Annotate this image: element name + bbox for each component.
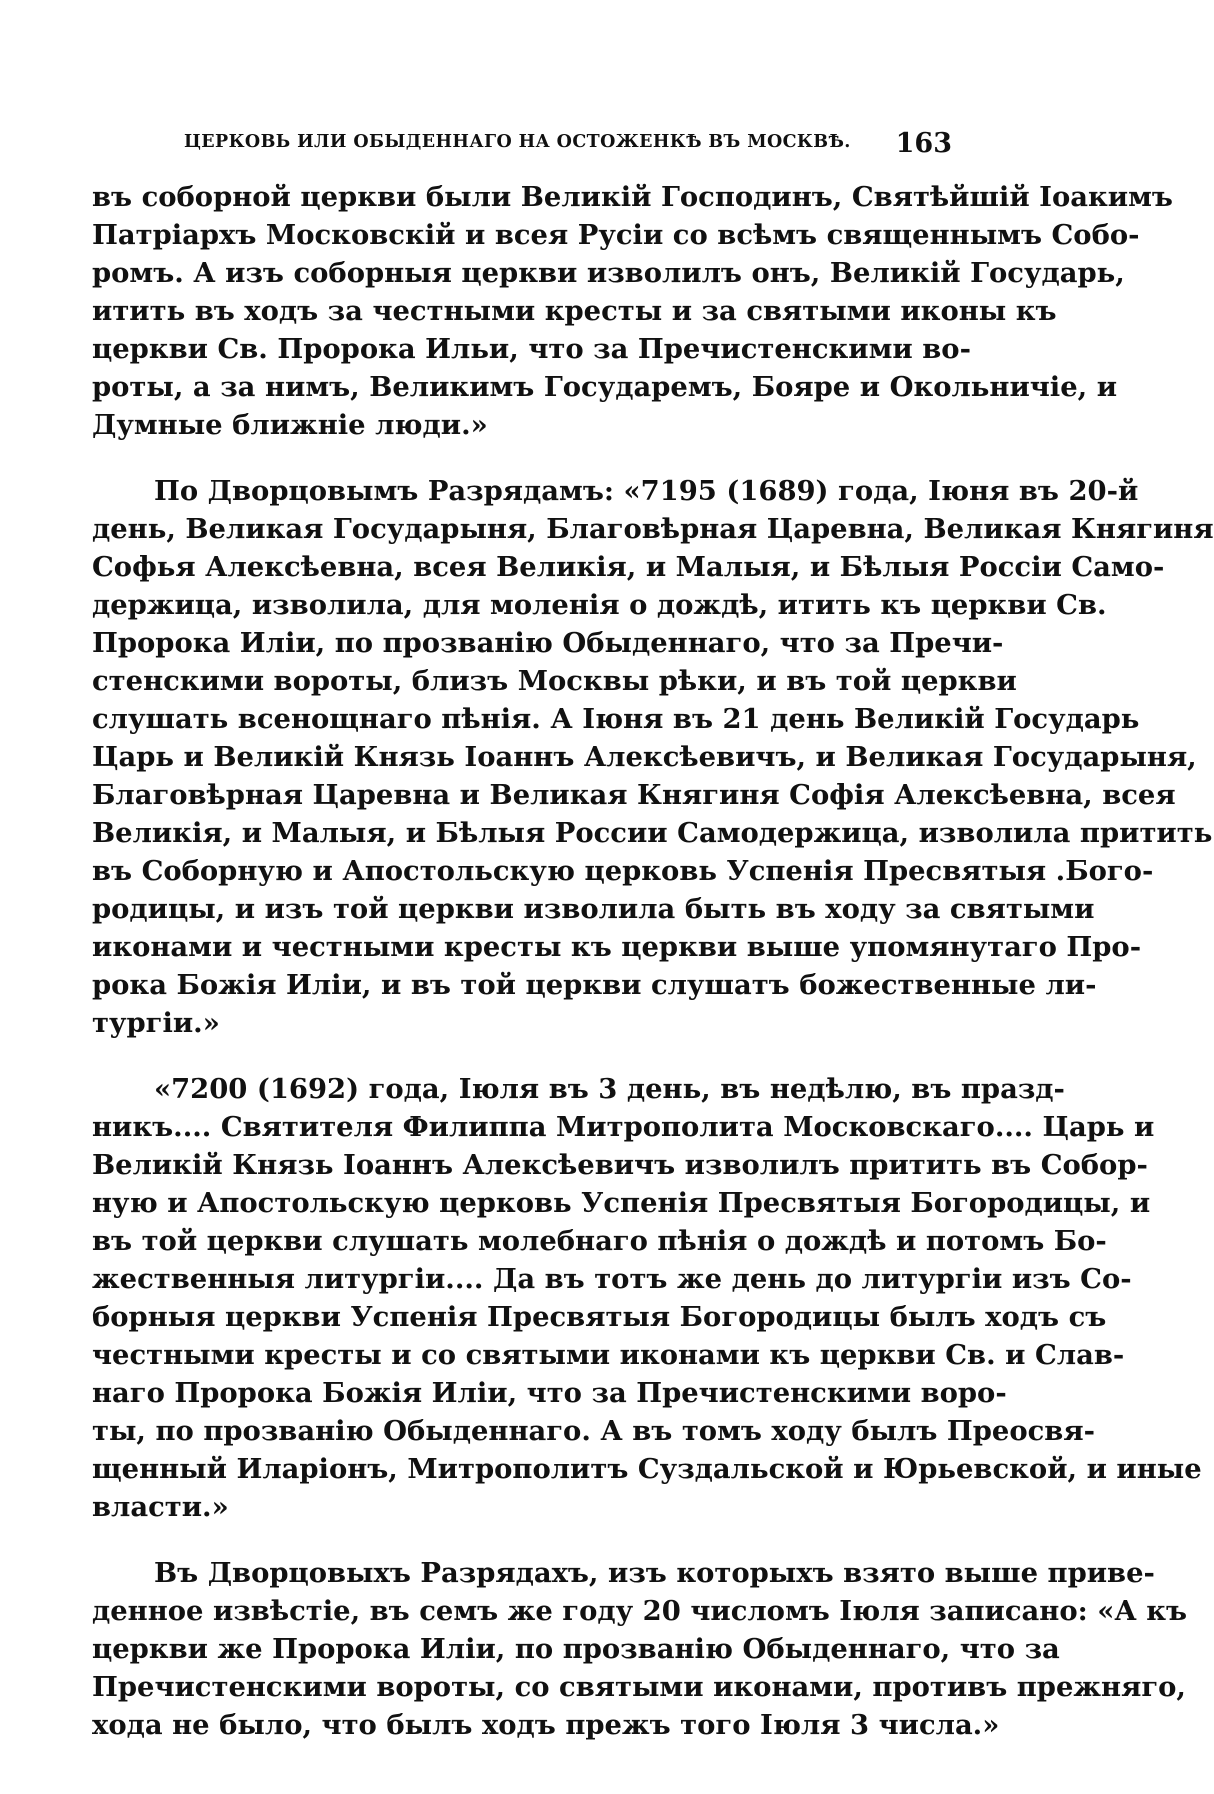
text-line: Благовѣрная Царевна и Великая Княгиня Софія Алексѣевна, всея xyxy=(92,779,1176,811)
text-line: щенный Иларіонъ, Митрополитъ Суздальской и Юрьевской, и иные xyxy=(92,1453,1202,1485)
text-line: Думные ближніе люди.» xyxy=(92,409,488,441)
text-line: денное извѣстіе, въ семъ же году 20 числомъ Іюля записано: «А къ xyxy=(92,1595,1188,1627)
text-line: Въ Дворцовыхъ Разрядахъ, изъ которыхъ взято выше приве- xyxy=(154,1557,1155,1589)
text-line: слушать всенощнаго пѣнія. А Іюня въ 21 день Великій Государь xyxy=(92,703,1140,735)
text-line: Софья Алексѣевна, всея Великія, и Малыя, и Бѣлыя Россіи Само- xyxy=(92,551,1165,583)
text-line: стенскими вороты, близъ Москвы рѣки, и въ той церкви xyxy=(92,665,1017,697)
text-line: Великія, и Малыя, и Бѣлыя России Самодержица, изволила притить xyxy=(92,817,1213,849)
body-text xyxy=(92,178,1214,1744)
text-line: власти.» xyxy=(92,1491,229,1523)
text-line: день, Великая Государыня, Благовѣрная Царевна, Великая Княгиня xyxy=(92,513,1214,545)
text-line: Патріархъ Московскій и всея Русіи со всѣмъ священнымъ Собо- xyxy=(92,219,1140,251)
paragraph-palace-records-note xyxy=(92,1554,1188,1744)
paragraph-gap xyxy=(92,1042,952,1070)
text-line: жественныя литургіи.... Да въ тотъ же день до литургіи изъ Со- xyxy=(92,1263,1132,1295)
text-line: Великій Князь Іоаннъ Алексѣевичъ изволилъ притить въ Собор- xyxy=(92,1149,1148,1181)
paragraph-palace-records-1689 xyxy=(92,472,1214,1042)
text-line: ромъ. А изъ соборныя церкви изволилъ онъ, Великій Государь, xyxy=(92,257,1125,289)
text-line: итить въ ходъ за честными кресты и за святыми иконы къ xyxy=(92,295,1057,327)
paragraph-gap xyxy=(92,444,952,472)
text-line: По Дворцовымъ Разрядамъ: «7195 (1689) года, Іюня въ 20-й xyxy=(154,475,1139,507)
text-line: Пророка Иліи, по прозванію Обыденнаго, что за Пречи- xyxy=(92,627,1004,659)
running-title: ЦЕРКОВЬ ИЛИ ОБЫДЕННАГО НА ОСТОЖЕНКѢ ВЪ МОСКВѢ. xyxy=(184,132,851,152)
text-line: наго Пророка Божія Иліи, что за Пречистенскими воро- xyxy=(92,1377,1007,1409)
text-line: тургіи.» xyxy=(92,1007,220,1039)
text-line: церкви же Пророка Иліи, по прозванію Обыденнаго, что за xyxy=(92,1633,1060,1665)
text-line: борныя церкви Успенія Пресвятыя Богородицы былъ ходъ съ xyxy=(92,1301,1107,1333)
text-line: роты, а за нимъ, Великимъ Государемъ, Бояре и Окольничіе, и xyxy=(92,371,1118,403)
text-line: въ той церкви слушать молебнаго пѣнія о дождѣ и потомъ Бо- xyxy=(92,1225,1107,1257)
text-line: церкви Св. Пророка Ильи, что за Пречистенскими во- xyxy=(92,333,971,365)
running-header xyxy=(92,128,952,164)
text-line: ты, по прозванію Обыденнаго. А въ томъ ходу былъ Преосвя- xyxy=(92,1415,1095,1447)
text-line: иконами и честными кресты къ церкви выше упомянутаго Про- xyxy=(92,931,1142,963)
text-line: родицы, и изъ той церкви изволила быть въ ходу за святыми xyxy=(92,893,1095,925)
text-line: честными кресты и со святыми иконами къ церкви Св. и Слав- xyxy=(92,1339,1125,1371)
paragraph-continuation xyxy=(92,178,1173,444)
text-line: Царь и Великій Князь Іоаннъ Алексѣевичъ, и Великая Государыня, xyxy=(92,741,1197,773)
paragraph-gap xyxy=(92,1526,952,1554)
text-line: въ соборной церкви были Великій Господинъ, Святѣйшій Іоакимъ xyxy=(92,181,1173,213)
page-number: 163 xyxy=(895,128,952,159)
text-line: ную и Апостольскую церковь Успенія Пресвятыя Богородицы, и xyxy=(92,1187,1151,1219)
text-line: держица, изволила, для моленія о дождѣ, итить къ церкви Св. xyxy=(92,589,1107,621)
text-line: рока Божія Иліи, и въ той церкви слушатъ божественные ли- xyxy=(92,969,1097,1001)
text-line: никъ.... Святителя Филиппа Митрополита Московскаго.... Царь и xyxy=(92,1111,1155,1143)
text-line: въ Соборную и Апостольскую церковь Успенія Пресвятыя .Бого- xyxy=(92,855,1154,887)
text-line: хода не было, что былъ ходъ прежъ того Іюля 3 числа.» xyxy=(92,1709,1000,1741)
text-line: Пречистенскими вороты, со святыми иконами, противъ прежняго, xyxy=(92,1671,1186,1703)
text-line: «7200 (1692) года, Іюля въ 3 день, въ недѣлю, въ празд- xyxy=(154,1073,1065,1105)
paragraph-quote-1692 xyxy=(92,1070,1202,1526)
